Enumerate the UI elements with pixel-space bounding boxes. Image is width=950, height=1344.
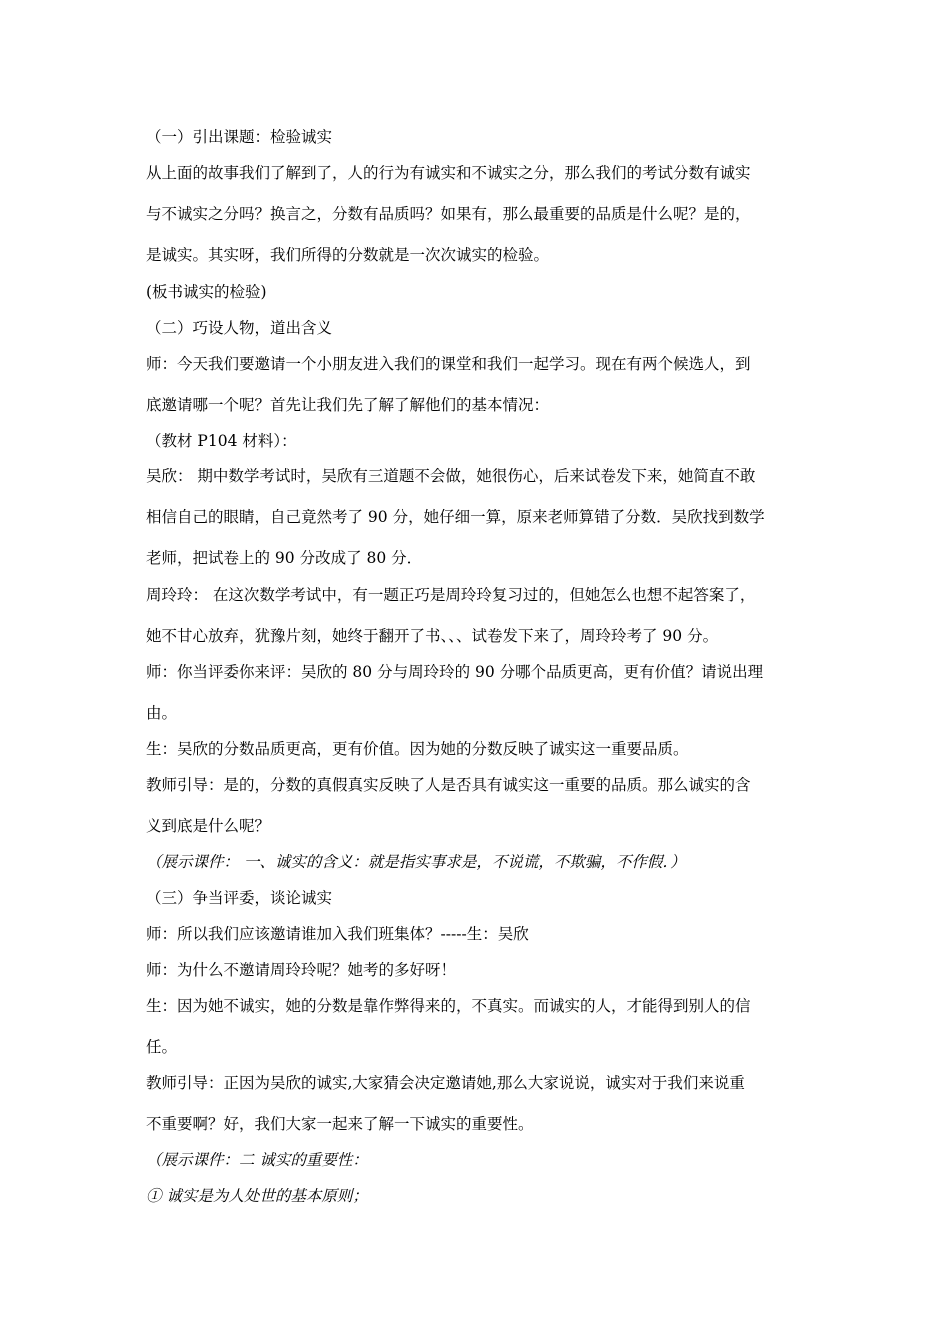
paragraph-line: 不重要啊？好，我们大家一起来了解一下诚实的重要性。 — [146, 1115, 534, 1133]
paragraph-line: 师：你当评委你来评：吴欣的 80 分与周玲玲的 90 分哪个品质更高，更有价值？请说出理 — [146, 663, 764, 681]
paragraph-line: 任。 — [146, 1038, 178, 1056]
paragraph-line: 相信自己的眼睛，自己竟然考了 90 分，她仔细一算，原来老师算错了分数．吴欣找到数学 — [146, 508, 765, 526]
paragraph-line: 义到底是什么呢？ — [146, 817, 271, 835]
paragraph-line: 生：因为她不诚实，她的分数是靠作弊得来的，不真实。而诚实的人，才能得到别人的信 — [146, 997, 751, 1015]
paragraph-line: 老师，把试卷上的 90 分改成了 80 分． — [146, 549, 423, 567]
textbook-reference: （教材 P104 材料）： — [146, 432, 297, 450]
section-heading-2: （二）巧设人物，道出含义 — [146, 319, 333, 337]
paragraph-line: 教师引导：是的，分数的真假真实反映了人是否具有诚实这一重要的品质。那么诚实的含 — [146, 776, 751, 794]
paragraph-line: 她不甘心放弃，犹豫片刻，她终于翻开了书、、、试卷发下来了，周玲玲考了 90 分。 — [146, 627, 719, 645]
paragraph-line: 是诚实。其实呀，我们所得的分数就是一次次诚实的检验。 — [146, 246, 550, 264]
courseware-point-1: ① 诚实是为人处世的基本原则； — [146, 1187, 368, 1205]
paragraph-line: 由。 — [146, 704, 178, 722]
paragraph-line: 吴欣： 期中数学考试时，吴欣有三道题不会做，她很伤心，后来试卷发下来，她简直不敢 — [146, 467, 756, 485]
courseware-importance: （展示课件：二 诚实的重要性： — [146, 1151, 368, 1169]
paragraph-line: 教师引导：正因为吴欣的诚实,大家猜会决定邀请她,那么大家说说，诚实对于我们来说重 — [146, 1074, 745, 1092]
paragraph-line: 从上面的故事我们了解到了，人的行为有诚实和不诚实之分，那么我们的考试分数有诚实 — [146, 164, 751, 182]
paragraph-line: 师：今天我们要邀请一个小朋友进入我们的课堂和我们一起学习。现在有两个候选人，到 — [146, 355, 751, 373]
paragraph-line: 周玲玲： 在这次数学考试中，有一题正巧是周玲玲复习过的，但她怎么也想不起答案了， — [146, 586, 756, 604]
paragraph-line: 师：所以我们应该邀请谁加入我们班集体？-----生：吴欣 — [146, 925, 529, 943]
blackboard-note: (板书诚实的检验) — [146, 283, 267, 301]
courseware-definition: （展示课件： 一、诚实的含义：就是指实事求是，不说谎，不欺骗，不作假．） — [146, 853, 686, 871]
section-heading-3: （三）争当评委，谈论诚实 — [146, 889, 333, 907]
paragraph-line: 生：吴欣的分数品质更高，更有价值。因为她的分数反映了诚实这一重要品质。 — [146, 740, 689, 758]
paragraph-line: 底邀请哪一个呢？首先让我们先了解了解他们的基本情况： — [146, 396, 550, 414]
paragraph-line: 师：为什么不邀请周玲玲呢？她考的多好呀！ — [146, 961, 457, 979]
paragraph-line: 与不诚实之分吗？换言之，分数有品质吗？如果有，那么最重要的品质是什么呢？是的， — [146, 205, 751, 223]
section-heading-1: （一）引出课题：检验诚实 — [146, 128, 333, 146]
